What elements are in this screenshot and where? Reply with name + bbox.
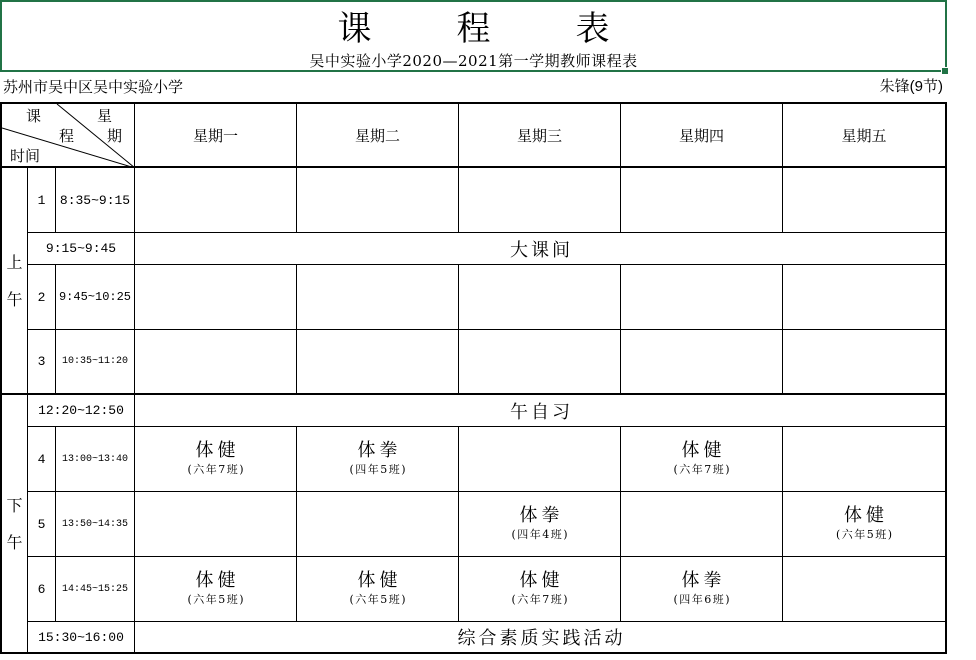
course-subject: 体拳 [519,505,564,526]
schedule-cell[interactable] [783,265,945,330]
course-subject: 体健 [681,440,726,461]
session-afternoon[interactable] [2,395,28,652]
period-time[interactable]: 10:35~11:20 [56,330,135,395]
schedule-cell[interactable] [783,492,945,557]
schedule-cell[interactable] [621,330,783,395]
schedule-cell[interactable] [135,265,297,330]
period-time[interactable]: 13:00~13:40 [56,427,135,492]
schedule-cell[interactable] [135,557,297,622]
period-number[interactable]: 1 [28,168,56,233]
course-subject: 体健 [195,440,240,461]
page-subtitle: 吴中实验小学2020—2021第一学期教师课程表 [309,52,638,70]
day-header-monday[interactable]: 星期一 [135,104,297,168]
activity-time[interactable]: 9:15~9:45 [28,233,135,265]
schedule-cell[interactable] [297,427,459,492]
schedule-cell[interactable] [621,265,783,330]
schedule-cell[interactable] [621,427,783,492]
course-subject: 体拳 [357,440,402,461]
session-afternoon-label: 下午 [6,495,23,552]
course-class: (六年7班) [187,463,246,476]
schedule-cell[interactable] [135,427,297,492]
schedule-cell[interactable] [621,557,783,622]
course-class: (四年5班) [349,463,408,476]
period-time[interactable]: 9:45~10:25 [56,265,135,330]
period-number[interactable]: 4 [28,427,56,492]
corner-header-cell[interactable] [2,104,135,168]
schedule-cell[interactable] [297,330,459,395]
schedule-cell[interactable] [135,168,297,233]
day-header-thursday[interactable]: 星期四 [621,104,783,168]
schedule-cell[interactable] [459,265,621,330]
period-number[interactable]: 3 [28,330,56,395]
period-number[interactable]: 2 [28,265,56,330]
activity-name[interactable]: 午自习 [135,395,945,427]
period-number[interactable]: 6 [28,557,56,622]
course-class: (六年5班) [187,593,246,606]
schedule-cell[interactable] [459,492,621,557]
schedule-cell[interactable] [621,492,783,557]
timetable [0,102,947,654]
schedule-cell[interactable] [135,492,297,557]
period-time[interactable]: 13:50~14:35 [56,492,135,557]
corner-label-weekday: 星 [97,107,113,125]
course-class: (六年5班) [349,593,408,606]
session-morning[interactable] [2,168,28,395]
activity-name[interactable]: 综合素质实践活动 [457,628,626,649]
course-class: (六年7班) [511,593,570,606]
corner-label-course: 课 [26,107,42,125]
corner-label-weekday: 期 [107,127,123,145]
course-subject: 体健 [519,570,564,591]
schedule-cell[interactable] [297,492,459,557]
schedule-cell[interactable] [459,168,621,233]
schedule-cell[interactable] [297,265,459,330]
period-time[interactable]: 8:35~9:15 [56,168,135,233]
period-time[interactable]: 14:45~15:25 [56,557,135,622]
day-header-friday[interactable]: 星期五 [783,104,945,168]
schedule-cell[interactable] [459,427,621,492]
schedule-cell[interactable] [135,330,297,395]
corner-label-course: 程 [59,127,75,145]
fill-handle[interactable] [941,67,949,75]
schedule-cell[interactable] [783,168,945,233]
course-subject: 体健 [844,505,888,526]
course-class: (六年5班) [835,528,894,541]
schedule-cell[interactable] [459,330,621,395]
activity-name[interactable]: 大课间 [135,233,945,265]
day-header-wednesday[interactable]: 星期三 [459,104,621,168]
activity-time[interactable]: 12:20~12:50 [28,395,135,427]
course-subject: 体拳 [681,570,726,591]
page-title: 课程表 [337,9,695,49]
course-class: (四年4班) [511,528,570,541]
course-subject: 体健 [357,570,402,591]
schedule-cell[interactable] [459,557,621,622]
schedule-cell[interactable] [783,330,945,395]
schedule-cell[interactable] [297,557,459,622]
course-subject: 体健 [195,570,240,591]
schedule-cell[interactable] [297,168,459,233]
teacher-name[interactable]: 朱锋(9节) [879,78,943,95]
day-header-tuesday[interactable]: 星期二 [297,104,459,168]
schedule-cell[interactable] [621,168,783,233]
course-class: (六年7班) [673,463,732,476]
school-name[interactable]: 苏州市吴中区吴中实验小学 [3,79,184,96]
schedule-cell[interactable] [783,427,945,492]
session-morning-label: 上午 [6,252,23,309]
period-number[interactable]: 5 [28,492,56,557]
title-cell[interactable] [0,0,947,72]
activity-time[interactable]: 15:30~16:00 [28,622,135,652]
corner-label-time: 时间 [10,147,41,165]
schedule-cell[interactable] [783,557,945,622]
course-class: (四年6班) [673,593,732,606]
